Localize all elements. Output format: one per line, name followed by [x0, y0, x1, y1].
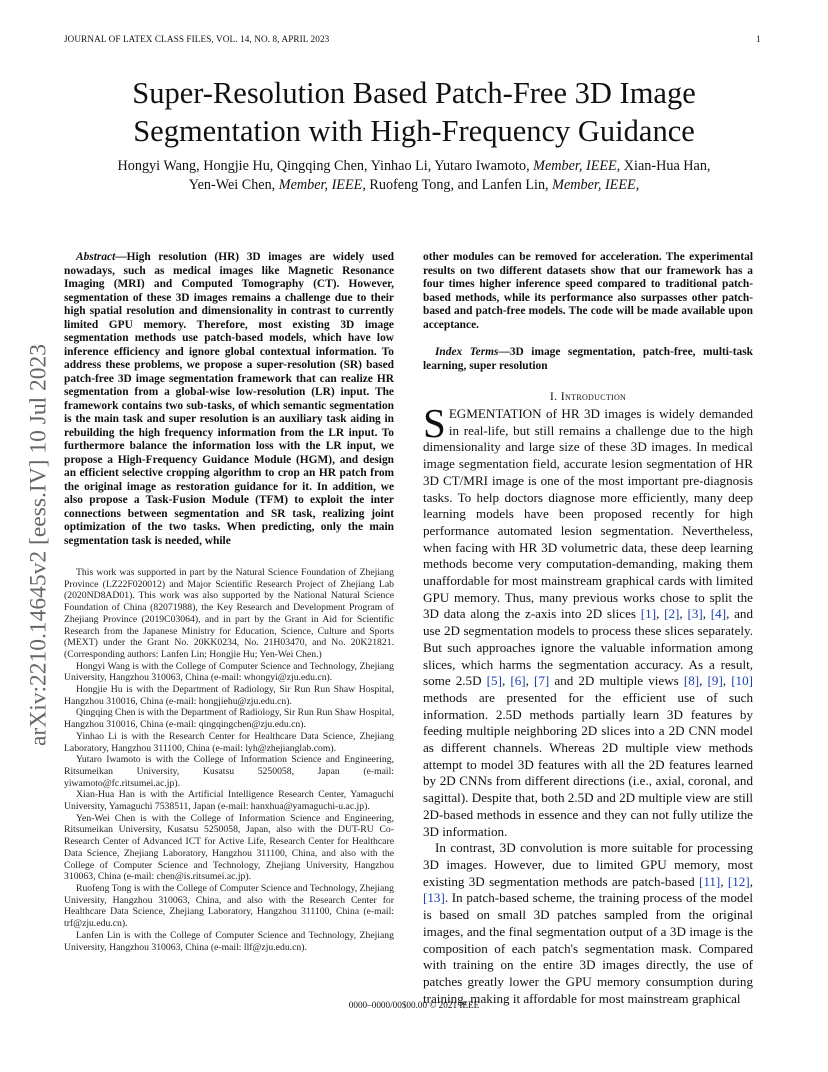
abstract: [64, 251, 394, 548]
page-number: 1: [756, 34, 761, 44]
separator: ,: [679, 606, 688, 622]
citation-link[interactable]: [4]: [710, 606, 727, 622]
citation-link[interactable]: [8]: [683, 673, 700, 689]
footnote: Yen-Wei Chen is with the College of Information Science and Engineering, Ritsumeikan University, Kusatsu 5250058, Japan, also with the DUT-RU Co-Research Center of Advanced ICT for Active Life, Research Center for Healthcare Data Science, Zhejiang Laboratory, Hangzhou 311100, China, and also with the College of Computer Science and Technology, Zhejiang University, Hangzhou 310063, China (e-mail: chen@is.ritsumei.ac.jp).: [64, 812, 394, 883]
author-names: , Ruofeng Tong, and Lanfen Lin,: [362, 177, 553, 193]
separator: ,: [722, 673, 732, 689]
citation-link[interactable]: [2]: [664, 606, 680, 622]
index-terms-body: —3D image segmentation, patch-free, multi-task learning, super resolution: [423, 346, 753, 372]
citation-link[interactable]: [10]: [731, 673, 754, 689]
intro-paragraph-2: [423, 840, 753, 1007]
index-terms: [423, 346, 753, 373]
lead-word: EGMENTATION: [448, 406, 542, 421]
paragraph-text: In contrast, 3D convolution is more suitable for processing 3D images. However, due to limited GPU memory, most existing 3D segmentation methods are patch-based: [423, 840, 753, 889]
author-role: Member, IEEE: [533, 158, 617, 174]
footnote: Qingqing Chen is with the Department of Radiology, Sir Run Run Shaw Hospital, Hangzhou 310016, China (e-mail: qingqingchen@zju.edu.cn).: [64, 707, 394, 731]
arxiv-sidebar: [18, 295, 60, 795]
author-names: ,: [635, 177, 640, 193]
author-names: , Xian-Hua Han,: [616, 158, 711, 174]
abstract-label: Abstract: [76, 251, 116, 263]
footnote: Hongjie Hu is with the Department of Radiology, Sir Run Run Shaw Hospital, Hangzhou 310016, China (e-mail: hongjiehu@zju.edu.cn).: [64, 684, 394, 707]
citation-link[interactable]: [7]: [533, 673, 550, 689]
footnotes: [64, 567, 394, 953]
footnote: Yutaro Iwamoto is with the College of Information Science and Engineering, Ritsumeikan University, Kusatsu 5250058, Japan (e-mail: yiwamoto@fc.ritsumei.ac.jp).: [64, 754, 394, 789]
author-list: [80, 157, 748, 195]
footnote: Yinhao Li is with the Research Center for Healthcare Data Science, Zhejiang Laboratory, Hangzhou 311100, China (e-mail: lyh@zhejianglab.com).: [64, 730, 394, 754]
citation-link[interactable]: [3]: [687, 606, 703, 622]
citation-link[interactable]: [1]: [640, 606, 657, 622]
paragraph-text: and 2D multiple views: [549, 673, 684, 689]
separator: ,: [525, 673, 534, 689]
footnote: Ruofeng Tong is with the College of Computer Science and Technology, Zhejiang University, Hangzhou 310063, China, and also with the Research Center for Healthcare Data Science, Zhejiang Laboratory, Hangzhou 311100, China (e-mail: trf@zju.edu.cn).: [64, 882, 394, 930]
citation-link[interactable]: [9]: [707, 673, 723, 689]
section-title: Introduction: [560, 389, 627, 403]
intro-paragraph-1: [423, 400, 754, 840]
author-line-2: [80, 176, 748, 195]
paragraph-text: methods are presented for the efficient use of such information. 2.5D methods partially learn 3D features by feeding multiple neighboring 2D slices into a 2D CNN model as different channels. Whereas 2D multiple view methods attempt to model 3D features with all the 2D features learned by 2D CNNs from different directions (i.e., axial, coronal, and sagittal). Despite that, both 2.5D and 2D multiple view are still 2D-based methods in essence and they can not fully utilize the 3D information.: [423, 689, 753, 839]
arxiv-identifier: arXiv:2210.14645v2 [eess.IV] 10 Jul 2023: [25, 343, 52, 747]
author-role: Member, IEEE: [552, 177, 636, 193]
section-number: I.: [549, 389, 561, 403]
author-role: Member, IEEE: [278, 177, 363, 193]
footnote: Lanfen Lin is with the College of Computer Science and Technology, Zhejiang University, Hangzhou 310063, China (e-mail: llf@zju.edu.cn).: [64, 929, 394, 953]
paragraph-text: . In patch-based scheme, the training process of the model is based on small 3D patches sampled from the original images, and the final segmentation output of a 3D image is the composition of each patch's segmentation mask. Compared with training on the entire 3D images directly, the use of patches greatly lower the GPU memory consumption during training, making it affordable for most mainstream graphical: [423, 890, 753, 1006]
paper-title: Super-Resolution Based Patch-Free 3D Image Segmentation with High-Frequency Guidance: [132, 76, 696, 148]
running-header: JOURNAL OF LATEX CLASS FILES, VOL. 14, NO. 8, APRIL 2023: [64, 34, 330, 44]
index-terms-label: Index Terms: [435, 346, 499, 358]
paragraph-text: , and use 2D segmentation models to process these slices separately. But such approaches ignore the valuable information among slices, which harms the segmentation accuracy. As a result, some 2.5D: [423, 606, 754, 689]
section-heading: [423, 389, 753, 404]
abstract-continuation: other modules can be removed for acceleration. The experimental results on two different datasets show that our framework has a four times higher inference speed compared to traditional patch-based methods, while its performance also surpasses other patch-based and patch-free models. The code will be made available upon acceptance.: [423, 251, 753, 331]
citation-link[interactable]: [5]: [486, 673, 502, 689]
abstract-body: —High resolution (HR) 3D images are widely used nowadays, such as medical images like Magnetic Resonance Imaging (MRI) and Computed Tomography (CT). However, segmentation of these 3D images remains a challenge due to their high spatial resolution and dimensionality in contrast to currently limited GPU memory. Therefore, most existing 3D image segmentation methods use patch-based models, which have low inference efficiency and ignore global contextual information. To address these problems, we propose a super-resolution (SR) based patch-free 3D image segmentation framework that can realize HR segmentation from a global-wise low-resolution (LR) input. The framework contains two sub-tasks, of which semantic segmentation is the main task and super resolution is an auxiliary task aiding in rebuilding the high frequency information from the LR input. To furthermore balance the information loss with the LR input, we propose a High-Frequency Guidance Module (HGM), and design an efficient selective cropping algorithm to crop an HR patch from the original image as restoration guidance for it. In addition, we also propose a Task-Fusion Module (TFM) to exploit the inter connections between segmentation and SR task, realizing joint optimization of the two tasks. When predicting, only the main segmentation task is needed, while: [64, 251, 394, 547]
separator: ,: [656, 606, 665, 622]
author-line-1: [80, 157, 748, 176]
separator: ,: [501, 673, 511, 689]
separator: ,: [702, 606, 711, 622]
footnote: Hongyi Wang is with the College of Computer Science and Technology, Zhejiang University, Hangzhou 310063, China (e-mail: whongyi@zju.edu.cn).: [64, 660, 394, 684]
footnote: This work was supported in part by the Natural Science Foundation of Zhejiang Province (LZ22F020012) and Major Scientific Research Project of Zhejiang Lab (2020ND8AD01). This work was also supported by the National Natural Science Foundation of China (82071988), the Key Research and Development Program of Zhejiang Province (2019C03064), and in part by the Grant in Aid for Scientific Research from the Japanese Ministry for Education, Science, Culture and Sports (MEXT) under the Grant No. 20KK0234, No. 21H03470, and No. 20K21821. (Corresponding authors: Lanfen Lin; Hongjie Hu; Yen-Wei Chen.): [64, 567, 394, 660]
citation-link[interactable]: [11]: [698, 873, 721, 889]
author-names: Hongyi Wang, Hongjie Hu, Qingqing Chen, Yinhao Li, Yutaro Iwamoto,: [117, 158, 534, 174]
citation-link[interactable]: [12]: [727, 873, 750, 889]
footnote: Xian-Hua Han is with the Artificial Intelligence Research Center, Yamaguchi University, Yamaguchi 7538511, Japan (e-mail: hanxhua@yamaguchi-u.ac.jp).: [64, 789, 394, 813]
page-footer: 0000–0000/00$00.00 © 2021 IEEE: [348, 1000, 480, 1010]
introduction-text: [423, 400, 754, 1007]
paragraph-text: of HR 3D images is widely demanded in real-life, but still remains a challenge due to the high dimensionality and large size of these 3D images. In medical image segmentation field, accurate lesion segmentation of HR 3D CT/MRI image is one of the most important pre-diagnosis tasks. To help doctors diagnose more efficiently, many deep learning models have been proposed recently for high performance automated lesion segmentation. Nevertheless, when facing with HR 3D volumetric data, these deep learning methods become very computation-demanding, making them unaffordable for most mainstream graphical cards with limited GPU memory. Thus, many previous works chose to split the 3D data along the z-axis into 2D slices: [423, 406, 753, 622]
citation-link[interactable]: [13]: [423, 890, 445, 906]
separator: ,: [720, 873, 728, 889]
separator: ,: [749, 873, 753, 889]
author-names: Yen-Wei Chen,: [188, 177, 279, 193]
separator: ,: [699, 673, 708, 689]
drop-cap: S: [423, 400, 446, 446]
citation-link[interactable]: [6]: [510, 673, 526, 689]
